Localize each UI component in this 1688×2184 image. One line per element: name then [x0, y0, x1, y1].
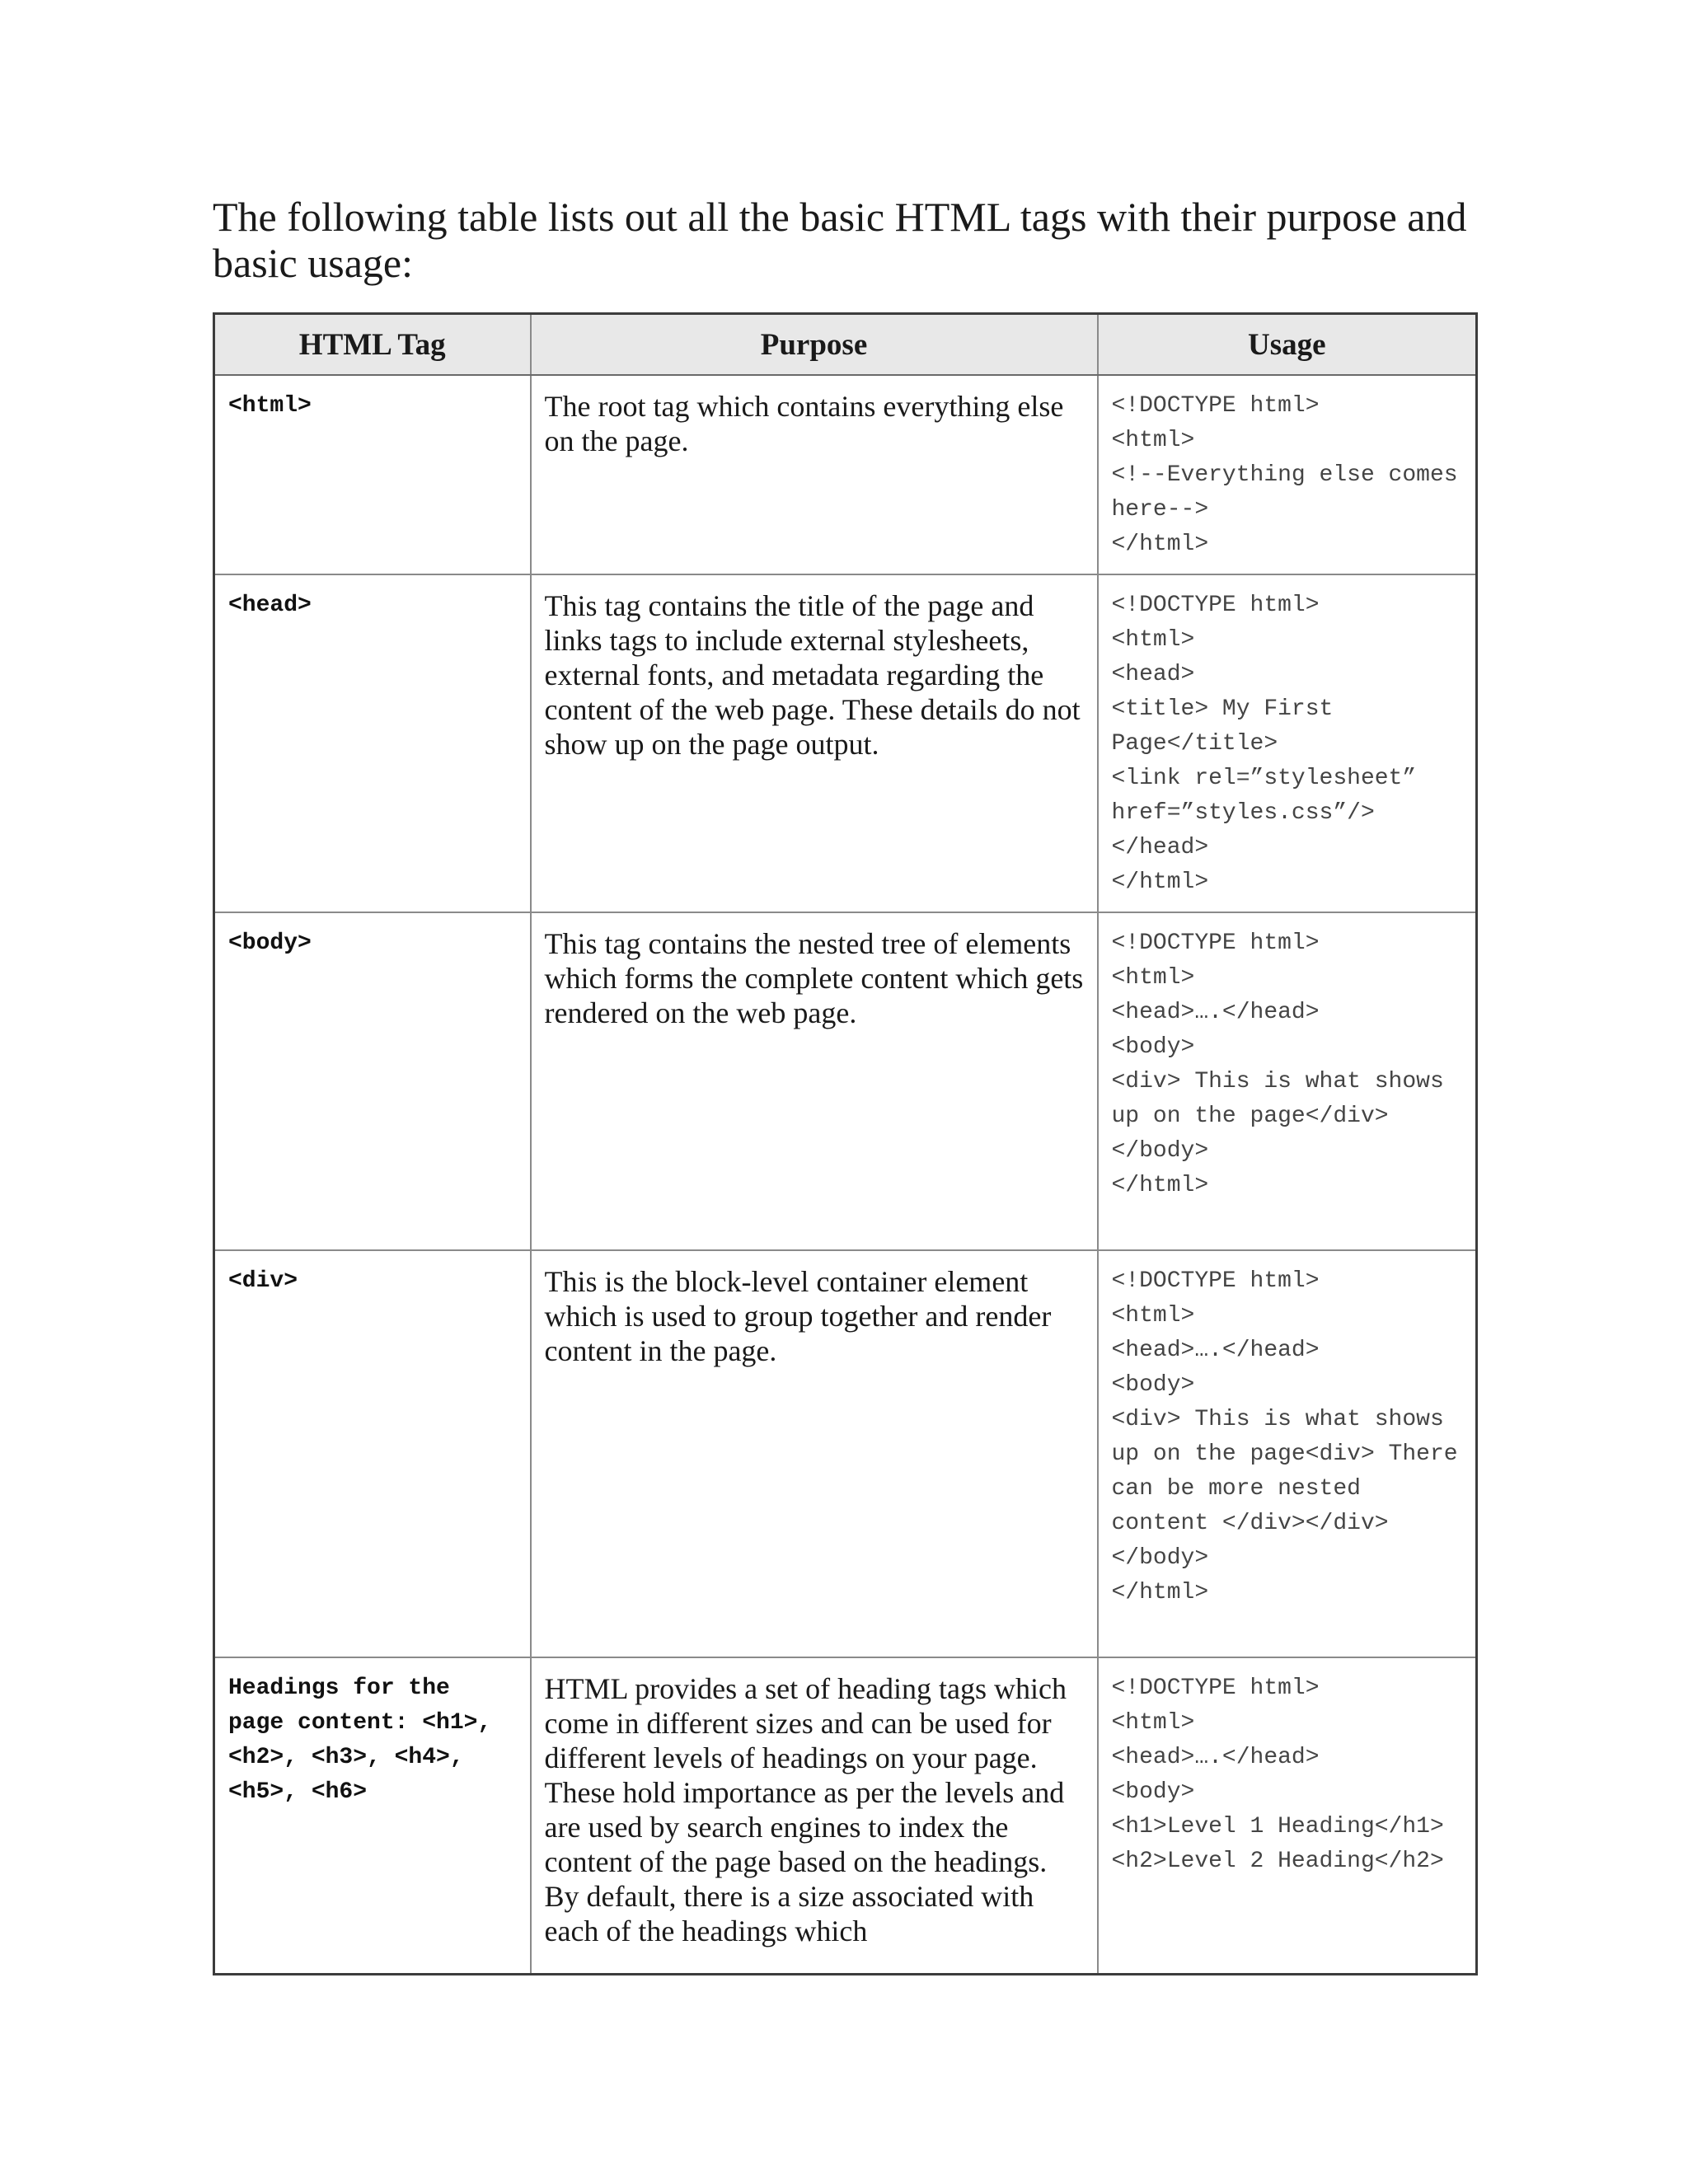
- usage-cell: [1098, 1657, 1477, 1975]
- code-line: </body>: [1111, 1138, 1209, 1164]
- code-line: <!--Everything else comes here-->: [1111, 462, 1472, 523]
- html-tags-table: [213, 312, 1478, 1975]
- code-line: <div> This is what shows up on the page<div> There can be more nested content </div></div>: [1111, 1407, 1472, 1536]
- usage-cell: [1098, 375, 1477, 574]
- code-line: <!DOCTYPE html>: [1111, 1268, 1320, 1294]
- table-header-row: [214, 314, 1477, 376]
- table-row: [214, 1657, 1477, 1975]
- tag-cell: <body>: [214, 912, 531, 1250]
- header-html-tag: HTML Tag: [214, 314, 531, 376]
- tag-cell: <head>: [214, 574, 531, 912]
- code-line: </html>: [1111, 532, 1209, 557]
- code-line: <html>: [1111, 627, 1195, 653]
- usage-cell: [1098, 1250, 1477, 1657]
- header-purpose: Purpose: [531, 314, 1098, 376]
- document-page: [213, 194, 1475, 1975]
- code-line: <!DOCTYPE html>: [1111, 930, 1320, 956]
- code-line: <h1>Level 1 Heading</h1>: [1111, 1814, 1444, 1840]
- usage-cell: [1098, 574, 1477, 912]
- code-line: <div> This is what shows up on the page</div>: [1111, 1069, 1458, 1129]
- purpose-cell: The root tag which contains everything else on the page.: [531, 375, 1098, 574]
- code-line: </body>: [1111, 1545, 1209, 1571]
- code-line: <html>: [1111, 1710, 1195, 1736]
- code-line: <body>: [1111, 1372, 1195, 1398]
- code-line: <!DOCTYPE html>: [1111, 393, 1320, 419]
- code-line: <title> My First Page</title>: [1111, 696, 1348, 757]
- code-line: <link rel=”stylesheet” href=”styles.css”/>: [1111, 766, 1430, 826]
- code-line: <head>….</head>: [1111, 1338, 1320, 1363]
- purpose-cell: This tag contains the title of the page and links tags to include external stylesheets, external fonts, and metadata regarding the content of the web page. These details do not show up on the page output.: [531, 574, 1098, 912]
- table-row: [214, 1250, 1477, 1657]
- code-line: </head>: [1111, 835, 1209, 860]
- code-line: <html>: [1111, 1303, 1195, 1329]
- code-line: <html>: [1111, 965, 1195, 991]
- tag-cell: <html>: [214, 375, 531, 574]
- table-row: [214, 574, 1477, 912]
- code-line: <!DOCTYPE html>: [1111, 1675, 1320, 1701]
- code-line: <head>: [1111, 662, 1195, 687]
- tag-cell: Headings for the page content: <h1>, <h2>, <h3>, <h4>, <h5>, <h6>: [214, 1657, 531, 1975]
- table-row: [214, 375, 1477, 574]
- usage-cell: [1098, 912, 1477, 1250]
- purpose-cell: This is the block-level container element which is used to group together and render content in the page.: [531, 1250, 1098, 1657]
- code-line: <body>: [1111, 1779, 1195, 1805]
- purpose-cell: This tag contains the nested tree of elements which forms the complete content which gets rendered on the web page.: [531, 912, 1098, 1250]
- intro-paragraph: The following table lists out all the basic HTML tags with their purpose and basic usage:: [213, 194, 1467, 286]
- code-line: </html>: [1111, 869, 1209, 895]
- code-line: <head>….</head>: [1111, 1745, 1320, 1770]
- code-line: <html>: [1111, 428, 1195, 453]
- tag-cell: <div>: [214, 1250, 531, 1657]
- code-line: <!DOCTYPE html>: [1111, 593, 1320, 618]
- purpose-cell: HTML provides a set of heading tags which come in different sizes and can be used for different levels of headings on your page. These hold importance as per the levels and are used by search engines to index the content of the page based on the headings. By default, there is a size associated with each of the headings which: [531, 1657, 1098, 1975]
- code-line: </html>: [1111, 1173, 1209, 1198]
- code-line: <body>: [1111, 1034, 1195, 1060]
- code-line: <head>….</head>: [1111, 1000, 1320, 1025]
- code-line: </html>: [1111, 1580, 1209, 1605]
- code-line: <h2>Level 2 Heading</h2>: [1111, 1849, 1444, 1874]
- header-usage: Usage: [1098, 314, 1477, 376]
- table-row: [214, 912, 1477, 1250]
